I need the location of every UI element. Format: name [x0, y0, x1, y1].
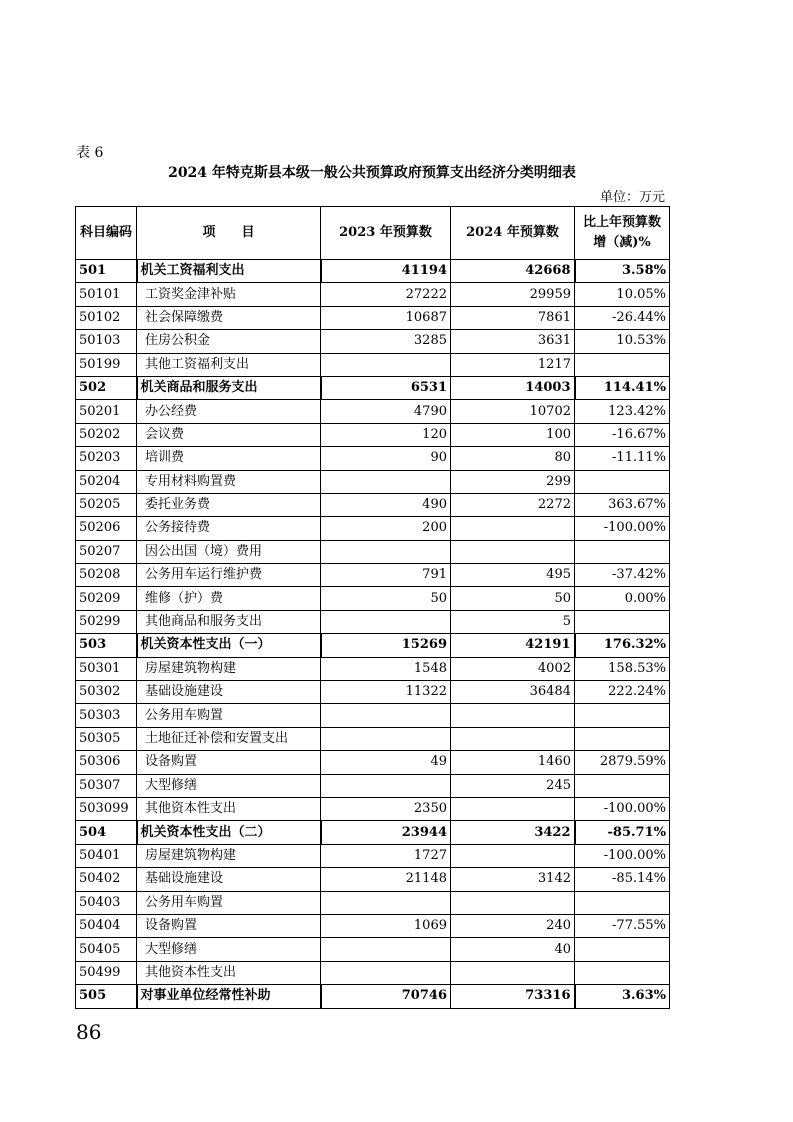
row-change-pct — [575, 353, 670, 376]
table-row — [76, 938, 670, 961]
row-change-pct: 3.58% — [575, 260, 670, 283]
row-code: 502 — [76, 376, 137, 399]
row-change-pct: -37.42% — [575, 564, 670, 587]
row-2023-value: 90 — [321, 447, 451, 470]
row-change-pct: 114.41% — [575, 376, 670, 399]
row-2023-value: 1727 — [321, 844, 451, 867]
header-item: 项 目 — [137, 207, 321, 260]
row-code: 50302 — [76, 681, 137, 704]
row-2023-value: 490 — [321, 493, 451, 516]
row-code: 50299 — [76, 610, 137, 633]
row-2024-value: 245 — [451, 774, 575, 797]
row-2023-value — [321, 961, 451, 984]
row-item-name: 公务用车购置 — [137, 891, 321, 914]
row-2024-value: 3142 — [451, 868, 575, 891]
table-row — [76, 751, 670, 774]
row-code: 50103 — [76, 330, 137, 353]
row-2023-value: 10687 — [321, 306, 451, 329]
row-item-name: 因公出国（境）费用 — [137, 540, 321, 563]
row-2024-value — [451, 540, 575, 563]
table-row — [76, 914, 670, 937]
table-row — [76, 376, 670, 399]
table-row — [76, 493, 670, 516]
row-code: 50305 — [76, 727, 137, 750]
row-2024-value — [451, 961, 575, 984]
row-2024-value: 3422 — [451, 821, 575, 844]
row-code: 503099 — [76, 797, 137, 820]
row-item-name: 设备购置 — [137, 914, 321, 937]
row-2023-value: 4790 — [321, 400, 451, 423]
row-item-name: 机关工资福利支出 — [137, 260, 321, 283]
row-2024-value: 2272 — [451, 493, 575, 516]
row-2024-value: 4002 — [451, 657, 575, 680]
table-row — [76, 704, 670, 727]
row-2024-value: 73316 — [451, 985, 575, 1008]
row-code: 50199 — [76, 353, 137, 376]
table-row — [76, 844, 670, 867]
row-2023-value: 50 — [321, 587, 451, 610]
row-2023-value: 49 — [321, 751, 451, 774]
row-2024-value: 42191 — [451, 634, 575, 657]
row-2023-value: 120 — [321, 423, 451, 446]
row-code: 50405 — [76, 938, 137, 961]
row-change-pct: -100.00% — [575, 517, 670, 540]
row-change-pct — [575, 727, 670, 750]
row-code: 50204 — [76, 470, 137, 493]
row-code: 50301 — [76, 657, 137, 680]
row-2023-value — [321, 891, 451, 914]
row-item-name: 机关资本性支出（一） — [137, 634, 321, 657]
row-code: 50303 — [76, 704, 137, 727]
table-row — [76, 260, 670, 283]
table-row — [76, 891, 670, 914]
row-change-pct — [575, 610, 670, 633]
table-row — [76, 657, 670, 680]
row-item-name: 设备购置 — [137, 751, 321, 774]
row-item-name: 大型修缮 — [137, 774, 321, 797]
row-code: 50307 — [76, 774, 137, 797]
row-2024-value: 1217 — [451, 353, 575, 376]
row-2024-value — [451, 797, 575, 820]
table-row — [76, 961, 670, 984]
row-2023-value: 27222 — [321, 283, 451, 306]
row-2023-value: 23944 — [321, 821, 451, 844]
row-code: 50207 — [76, 540, 137, 563]
row-2024-value: 299 — [451, 470, 575, 493]
row-2023-value — [321, 938, 451, 961]
row-change-pct: 10.53% — [575, 330, 670, 353]
row-item-name: 工资奖金津补贴 — [137, 283, 321, 306]
table-row — [76, 400, 670, 423]
row-2024-value: 100 — [451, 423, 575, 446]
table-row — [76, 610, 670, 633]
row-2023-value: 41194 — [321, 260, 451, 283]
table-row — [76, 470, 670, 493]
row-2023-value — [321, 353, 451, 376]
row-2023-value — [321, 774, 451, 797]
row-change-pct: 0.00% — [575, 587, 670, 610]
row-2024-value: 80 — [451, 447, 575, 470]
row-item-name: 其他资本性支出 — [137, 797, 321, 820]
row-2023-value: 15269 — [321, 634, 451, 657]
row-change-pct: -16.67% — [575, 423, 670, 446]
row-change-pct: -11.11% — [575, 447, 670, 470]
row-code: 50206 — [76, 517, 137, 540]
row-change-pct: -100.00% — [575, 844, 670, 867]
table-row — [76, 330, 670, 353]
row-change-pct — [575, 961, 670, 984]
row-code: 50203 — [76, 447, 137, 470]
row-2024-value: 42668 — [451, 260, 575, 283]
header-2023: 2023 年预算数 — [321, 207, 451, 260]
row-change-pct: -100.00% — [575, 797, 670, 820]
row-2023-value: 200 — [321, 517, 451, 540]
row-code: 50102 — [76, 306, 137, 329]
row-2024-value: 5 — [451, 610, 575, 633]
row-item-name: 机关资本性支出（二） — [137, 821, 321, 844]
table-row — [76, 634, 670, 657]
row-2023-value — [321, 540, 451, 563]
row-code: 504 — [76, 821, 137, 844]
table-number: 表 6 — [76, 145, 104, 161]
table-row — [76, 681, 670, 704]
row-change-pct — [575, 704, 670, 727]
row-item-name: 公务用车购置 — [137, 704, 321, 727]
row-2024-value: 36484 — [451, 681, 575, 704]
unit-label: 单位：万元 — [599, 190, 665, 205]
row-change-pct: 10.05% — [575, 283, 670, 306]
table-row — [76, 517, 670, 540]
row-2024-value: 495 — [451, 564, 575, 587]
row-2023-value: 21148 — [321, 868, 451, 891]
row-item-name: 其他资本性支出 — [137, 961, 321, 984]
row-change-pct — [575, 891, 670, 914]
row-2023-value: 791 — [321, 564, 451, 587]
row-code: 50205 — [76, 493, 137, 516]
row-2023-value: 11322 — [321, 681, 451, 704]
row-2024-value: 3631 — [451, 330, 575, 353]
row-code: 50404 — [76, 914, 137, 937]
row-2024-value: 50 — [451, 587, 575, 610]
row-2024-value: 29959 — [451, 283, 575, 306]
table-row — [76, 353, 670, 376]
table-row — [76, 727, 670, 750]
row-2024-value — [451, 844, 575, 867]
row-item-name: 房屋建筑物构建 — [137, 844, 321, 867]
row-code: 50202 — [76, 423, 137, 446]
row-item-name: 培训费 — [137, 447, 321, 470]
row-change-pct — [575, 540, 670, 563]
row-code: 50403 — [76, 891, 137, 914]
row-2024-value — [451, 704, 575, 727]
table-row — [76, 821, 670, 844]
row-2023-value: 2350 — [321, 797, 451, 820]
table-row — [76, 774, 670, 797]
row-code: 50201 — [76, 400, 137, 423]
table-row — [76, 797, 670, 820]
row-item-name: 公务接待费 — [137, 517, 321, 540]
table-row — [76, 540, 670, 563]
row-code: 50499 — [76, 961, 137, 984]
row-code: 50208 — [76, 564, 137, 587]
row-code: 50306 — [76, 751, 137, 774]
row-change-pct — [575, 470, 670, 493]
row-item-name: 公务用车运行维护费 — [137, 564, 321, 587]
row-change-pct — [575, 938, 670, 961]
row-code: 50101 — [76, 283, 137, 306]
table-row — [76, 587, 670, 610]
row-2024-value — [451, 727, 575, 750]
row-item-name: 维修（护）费 — [137, 587, 321, 610]
row-2023-value: 1548 — [321, 657, 451, 680]
table-row — [76, 283, 670, 306]
row-2023-value: 1069 — [321, 914, 451, 937]
row-2023-value: 3285 — [321, 330, 451, 353]
row-2023-value — [321, 704, 451, 727]
page-number: 86 — [76, 1020, 102, 1044]
row-code: 50209 — [76, 587, 137, 610]
row-code: 505 — [76, 985, 137, 1008]
row-code: 50402 — [76, 868, 137, 891]
header-code: 科目编码 — [76, 207, 137, 260]
table-row — [76, 423, 670, 446]
row-code: 50401 — [76, 844, 137, 867]
row-code: 501 — [76, 260, 137, 283]
row-change-pct: -85.71% — [575, 821, 670, 844]
row-change-pct: -77.55% — [575, 914, 670, 937]
row-change-pct: 2879.59% — [575, 751, 670, 774]
header-change: 比上年预算数增（减)% — [575, 207, 670, 260]
row-2024-value: 10702 — [451, 400, 575, 423]
row-item-name: 土地征迁补偿和安置支出 — [137, 727, 321, 750]
header-2024: 2024 年预算数 — [451, 207, 575, 260]
row-2024-value — [451, 891, 575, 914]
row-2023-value — [321, 470, 451, 493]
row-2024-value: 7861 — [451, 306, 575, 329]
row-change-pct: 123.42% — [575, 400, 670, 423]
row-2023-value: 70746 — [321, 985, 451, 1008]
row-item-name: 会议费 — [137, 423, 321, 446]
row-change-pct: 176.32% — [575, 634, 670, 657]
row-change-pct — [575, 774, 670, 797]
row-2024-value: 1460 — [451, 751, 575, 774]
row-change-pct: 222.24% — [575, 681, 670, 704]
table-row — [76, 447, 670, 470]
row-item-name: 社会保障缴费 — [137, 306, 321, 329]
row-item-name: 办公经费 — [137, 400, 321, 423]
table-header-row — [76, 207, 670, 260]
row-2024-value: 240 — [451, 914, 575, 937]
budget-table — [75, 206, 670, 1009]
row-item-name: 对事业单位经常性补助 — [137, 985, 321, 1008]
row-item-name: 住房公积金 — [137, 330, 321, 353]
row-item-name: 其他工资福利支出 — [137, 353, 321, 376]
row-2024-value: 14003 — [451, 376, 575, 399]
row-item-name: 委托业务费 — [137, 493, 321, 516]
table-row — [76, 985, 670, 1008]
row-2023-value — [321, 727, 451, 750]
row-item-name: 基础设施建设 — [137, 681, 321, 704]
row-change-pct: -26.44% — [575, 306, 670, 329]
row-code: 503 — [76, 634, 137, 657]
table-row — [76, 564, 670, 587]
row-change-pct: -85.14% — [575, 868, 670, 891]
row-item-name: 其他商品和服务支出 — [137, 610, 321, 633]
row-2023-value — [321, 610, 451, 633]
row-change-pct: 158.53% — [575, 657, 670, 680]
row-change-pct: 3.63% — [575, 985, 670, 1008]
row-item-name: 大型修缮 — [137, 938, 321, 961]
row-2024-value — [451, 517, 575, 540]
table-row — [76, 306, 670, 329]
row-item-name: 基础设施建设 — [137, 868, 321, 891]
table-row — [76, 868, 670, 891]
row-item-name: 房屋建筑物构建 — [137, 657, 321, 680]
row-2023-value: 6531 — [321, 376, 451, 399]
row-change-pct: 363.67% — [575, 493, 670, 516]
table-body — [76, 260, 670, 1009]
row-item-name: 机关商品和服务支出 — [137, 376, 321, 399]
table-title: 2024 年特克斯县本级一般公共预算政府预算支出经济分类明细表 — [168, 165, 576, 181]
row-2024-value: 40 — [451, 938, 575, 961]
row-item-name: 专用材料购置费 — [137, 470, 321, 493]
